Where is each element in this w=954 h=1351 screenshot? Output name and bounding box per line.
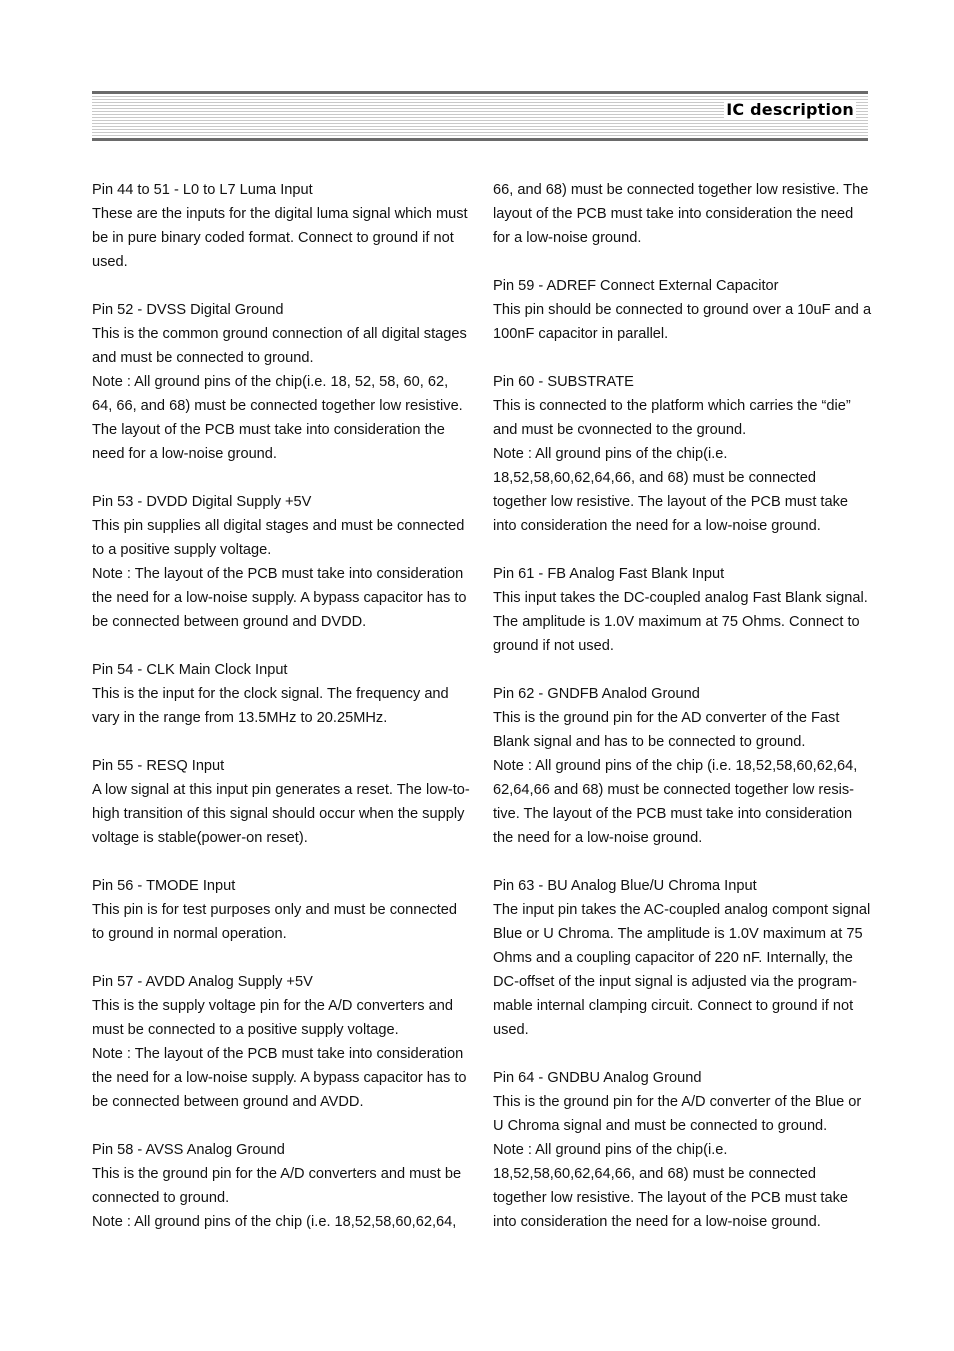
section-line-first: 66, and 68) must be connected together low resistive. The: [493, 182, 869, 198]
section-line: 100nF capacitor in parallel.: [493, 326, 669, 342]
section-line: be connected between ground and AVDD.: [92, 1094, 364, 1110]
section-line-first: Pin 58 - AVSS Analog Ground: [92, 1142, 285, 1158]
right-column: [493, 178, 871, 1258]
section-line: into consideration the need for a low-noise ground.: [493, 518, 821, 534]
section-line: This is the ground pin for the A/D converter of the Blue or: [493, 1094, 862, 1110]
pin-section: [92, 178, 470, 274]
section-line: The input pin takes the AC-coupled analog compont signal: [493, 902, 871, 918]
section-line: DC-offset of the input signal is adjusted via the program-: [493, 974, 857, 990]
section-line: ground if not used.: [493, 638, 614, 654]
section-line: connected to ground.: [92, 1190, 230, 1206]
section-line: must be connected to a positive supply voltage.: [92, 1022, 399, 1038]
section-line: Note : All ground pins of the chip(i.e.: [493, 446, 728, 462]
section-line: This is the supply voltage pin for the A/D converters and: [92, 998, 453, 1014]
section-line: This pin is for test purposes only and must be connected: [92, 902, 458, 918]
section-line: This is connected to the platform which carries the “die”: [493, 398, 851, 414]
pin-section: [92, 754, 470, 850]
section-line: and must be connected to ground.: [92, 350, 314, 366]
section-line-first: Pin 54 - CLK Main Clock Input: [92, 662, 288, 678]
section-line: used.: [493, 1022, 529, 1038]
section-line: the need for a low-noise supply. A bypass capacitor has to: [92, 590, 467, 606]
section-line: The amplitude is 1.0V maximum at 75 Ohms. Connect to: [493, 614, 860, 630]
section-line: vary in the range from 13.5MHz to 20.25MHz.: [92, 710, 388, 726]
header-top-rule: [92, 91, 868, 94]
pin-section: [92, 1138, 470, 1234]
section-line: voltage is stable(power-on reset).: [92, 830, 308, 846]
section-line: tive. The layout of the PCB must take into consideration: [493, 806, 853, 822]
section-line: be connected between ground and DVDD.: [92, 614, 367, 630]
pin-section: [493, 562, 871, 658]
section-line: Ohms and a coupling capacitor of 220 nF. Internally, the: [493, 950, 853, 966]
section-line-first: Pin 57 - AVDD Analog Supply +5V: [92, 974, 313, 990]
pin-section: [92, 970, 470, 1114]
pin-section: [493, 874, 871, 1042]
section-line: This input takes the DC-coupled analog Fast Blank signal.: [493, 590, 868, 606]
pin-section: [92, 490, 470, 634]
section-line: This is the common ground connection of all digital stages: [92, 326, 467, 342]
section-line-first: Pin 53 - DVDD Digital Supply +5V: [92, 494, 312, 510]
section-line: 18,52,58,60,62,64,66, and 68) must be connected: [493, 1166, 816, 1182]
section-line: A low signal at this input pin generates a reset. The low-to-: [92, 782, 470, 798]
section-line: The layout of the PCB must take into consideration the: [92, 422, 445, 438]
section-line-first: Pin 44 to 51 - L0 to L7 Luma Input: [92, 182, 313, 198]
section-line: into consideration the need for a low-noise ground.: [493, 1214, 821, 1230]
left-column: [92, 178, 470, 1258]
section-line: to a positive supply voltage.: [92, 542, 272, 558]
pin-section: [493, 274, 871, 346]
section-line: Blank signal and has to be connected to ground.: [493, 734, 806, 750]
section-line-first: Pin 62 - GNDFB Analod Ground: [493, 686, 700, 702]
pin-section: [493, 1066, 871, 1234]
pin-section: [493, 178, 871, 250]
section-line: be in pure binary coded format. Connect to ground if not: [92, 230, 454, 246]
section-line: to ground in normal operation.: [92, 926, 287, 942]
section-line-first: Pin 64 - GNDBU Analog Ground: [493, 1070, 702, 1086]
section-line: for a low-noise ground.: [493, 230, 642, 246]
section-line: together low resistive. The layout of the PCB must take: [493, 494, 849, 510]
section-line: 18,52,58,60,62,64,66, and 68) must be connected: [493, 470, 816, 486]
section-line: Blue or U Chroma. The amplitude is 1.0V maximum at 75: [493, 926, 863, 942]
pin-section: [493, 682, 871, 850]
section-line-first: Pin 56 - TMODE Input: [92, 878, 236, 894]
section-line: Note : The layout of the PCB must take into consideration: [92, 1046, 464, 1062]
header-title: IC description: [726, 100, 854, 119]
section-line: This is the ground pin for the A/D converters and must be: [92, 1166, 462, 1182]
section-line: These are the inputs for the digital luma signal which must: [92, 206, 468, 222]
pin-section: [493, 370, 871, 538]
section-line: Note : All ground pins of the chip(i.e. 18, 52, 58, 60, 62,: [92, 374, 449, 390]
section-line: Note : All ground pins of the chip (i.e. 18,52,58,60,62,64,: [493, 758, 858, 774]
section-line: U Chroma signal and must be connected to ground.: [493, 1118, 828, 1134]
section-line: mable internal clamping circuit. Connect to ground if not: [493, 998, 854, 1014]
section-line: the need for a low-noise supply. A bypass capacitor has to: [92, 1070, 467, 1086]
section-line: Note : All ground pins of the chip(i.e.: [493, 1142, 728, 1158]
section-line: This pin should be connected to ground over a 10uF and a: [493, 302, 872, 318]
section-line: together low resistive. The layout of the PCB must take: [493, 1190, 849, 1206]
section-line-first: Pin 59 - ADREF Connect External Capacitor: [493, 278, 779, 294]
section-line: high transition of this signal should occur when the supply: [92, 806, 465, 822]
pin-section: [92, 658, 470, 730]
section-line: This pin supplies all digital stages and must be connected: [92, 518, 465, 534]
section-line: the need for a low-noise ground.: [493, 830, 703, 846]
header-bottom-rule: [92, 138, 868, 141]
section-line: This is the ground pin for the AD converter of the Fast: [493, 710, 840, 726]
section-line-first: Pin 52 - DVSS Digital Ground: [92, 302, 284, 318]
page-header-band: [92, 91, 868, 141]
section-line: used.: [92, 254, 128, 270]
pin-section: [92, 298, 470, 466]
section-line: 64, 66, and 68) must be connected together low resistive.: [92, 398, 463, 414]
section-line-first: Pin 60 - SUBSTRATE: [493, 374, 634, 390]
section-line: This is the input for the clock signal. The frequency and: [92, 686, 449, 702]
section-line: layout of the PCB must take into consideration the need: [493, 206, 854, 222]
section-line: and must be cvonnected to the ground.: [493, 422, 747, 438]
section-line: need for a low-noise ground.: [92, 446, 277, 462]
section-line: Note : The layout of the PCB must take into consideration: [92, 566, 464, 582]
section-line-first: Pin 61 - FB Analog Fast Blank Input: [493, 566, 725, 582]
section-line: 62,64,66 and 68) must be connected together low resis-: [493, 782, 855, 798]
section-line-first: Pin 63 - BU Analog Blue/U Chroma Input: [493, 878, 757, 894]
section-line: Note : All ground pins of the chip (i.e. 18,52,58,60,62,64,: [92, 1214, 457, 1230]
section-line-first: Pin 55 - RESQ Input: [92, 758, 225, 774]
pin-section: [92, 874, 470, 946]
